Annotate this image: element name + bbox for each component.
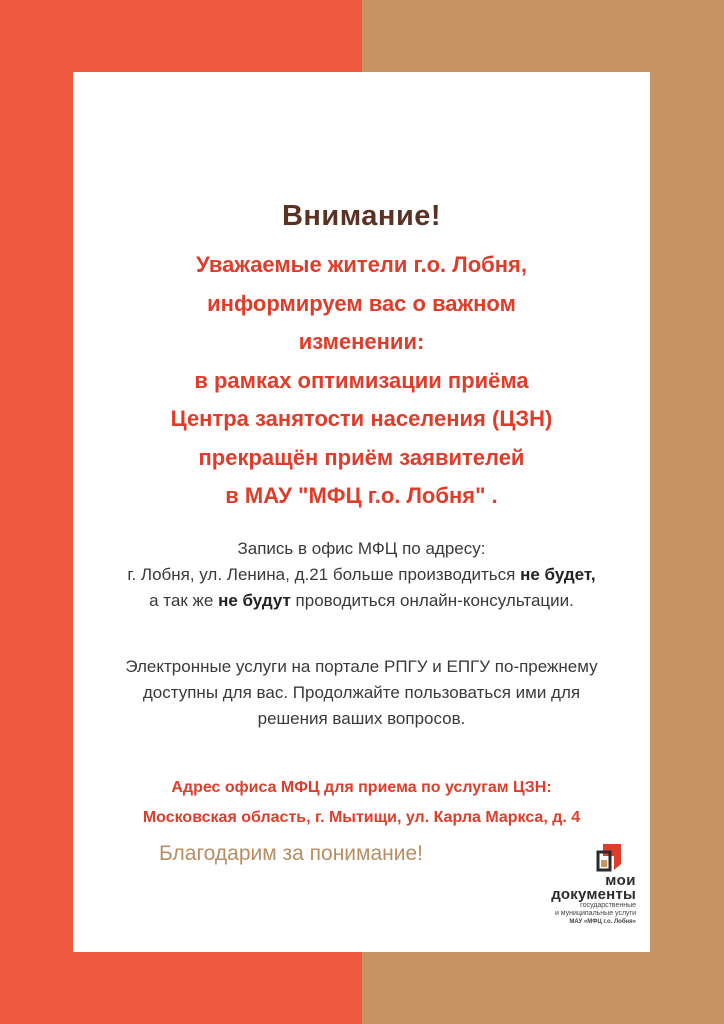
headline-line: Уважаемые жители г.о. Лобня, (196, 252, 527, 277)
notice-text: проводиться онлайн-консультации. (290, 591, 574, 610)
notice-paragraph (73, 536, 650, 614)
headline-line: изменении: (298, 329, 425, 354)
logo-word-2: документы (551, 886, 636, 903)
notice-bold-text: не будут (218, 591, 291, 610)
page-title: Внимание! (281, 200, 442, 232)
services-line: Электронные услуги на портале РПГУ и ЕПГУ по-прежнему (125, 657, 598, 676)
address-line: Московская область, г. Мытищи, ул. Карла Маркса, д. 4 (142, 809, 581, 826)
moi-dokumenty-logo (500, 840, 640, 940)
headline-line: Центра занятости населения (ЦЗН) (170, 406, 553, 431)
logo-org-name: МАУ «МФЦ г.о. Лобня» (569, 919, 636, 925)
headline-line: в рамках оптимизации приёма (194, 367, 529, 393)
headline-line: прекращён приём заявителей (198, 444, 525, 470)
notice-bold-text: не будет, (520, 565, 596, 584)
logo-subtitle: и муниципальные услуги (554, 910, 636, 917)
headline-line: в МАУ "МФЦ г.о. Лобня" . (225, 483, 498, 508)
logo-word-1: мои (605, 872, 636, 889)
notice-text: а так же (149, 591, 219, 610)
notice-text: г. Лобня, ул. Ленина, д.21 больше производиться (127, 565, 521, 584)
headline-line: информируем вас о важном (207, 290, 516, 316)
address-line: Адрес офиса МФЦ для приема по услугам ЦЗН: (171, 779, 552, 796)
services-paragraph (73, 654, 650, 732)
notice-line (73, 588, 650, 614)
services-line: решения ваших вопросов. (257, 709, 466, 728)
notice-line: Запись в офис МФЦ по адресу: (237, 539, 486, 558)
address-block (73, 773, 650, 833)
services-line: доступны для вас. Продолжайте пользоваться ими для (142, 683, 581, 702)
logo-text (551, 874, 636, 926)
notice-card (73, 72, 650, 952)
moi-dokumenty-logo-icon (594, 840, 628, 874)
thanks-text: Благодарим за понимание! (159, 842, 423, 865)
headline-block (73, 246, 650, 516)
notice-line (73, 562, 650, 588)
logo-subtitle: государственные (580, 902, 636, 909)
